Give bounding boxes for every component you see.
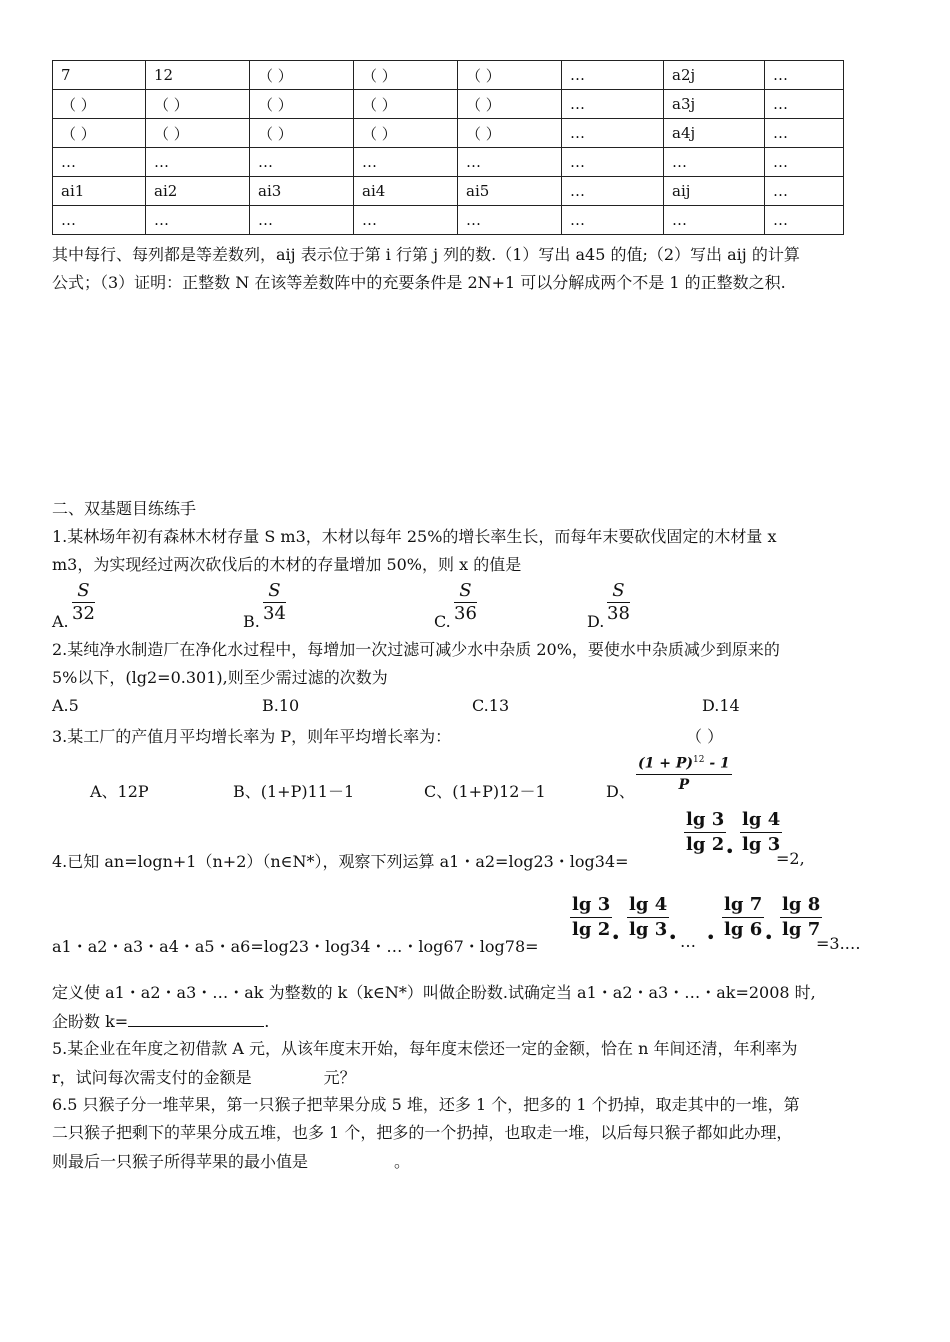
q4-multiply-dot: • [668, 928, 678, 947]
q4-fraction-1a-num: lg 3 [684, 808, 726, 833]
q4-fraction-2b-num: lg 4 [627, 893, 669, 918]
table-cell: ai2 [146, 177, 250, 206]
q4-line-4 [52, 1009, 269, 1032]
q3-option-d-num-tail: - 1 [704, 755, 730, 772]
q1-option-a-num: S [72, 580, 95, 603]
q4-fraction-1b-den: lg 3 [742, 834, 781, 855]
q4-fraction-2a-den: lg 2 [572, 919, 611, 940]
table-cell: aij [664, 177, 765, 206]
table-cell: … [562, 206, 664, 235]
q1-option-b-label: B. [243, 612, 260, 631]
q6-line-1: 6.5 只猴子分一堆苹果，第一只猴子把苹果分成 5 堆，还多 1 个，把多的 1 个扔掉，取走其中的一堆，第 [52, 1095, 800, 1114]
q4-fraction-1a-den: lg 2 [686, 834, 725, 855]
q4-fraction-2a [570, 893, 612, 942]
q5-line-2-end: 元？ [323, 1068, 356, 1087]
q5-line-2-text: r，试问每次需支付的金额是 [52, 1068, 252, 1087]
q2-option-b: B.10 [262, 696, 300, 715]
q3-option-d-fraction [636, 750, 732, 795]
table-cell: a3j [664, 90, 765, 119]
q4-line-4-end: . [264, 1012, 270, 1031]
table-cell: ai5 [458, 177, 562, 206]
table-cell: （ ） [250, 61, 354, 90]
table-cell: （ ） [458, 90, 562, 119]
q1-option-a-label: A. [52, 612, 69, 631]
table-row [53, 206, 844, 235]
q3-option-a: A、12P [90, 782, 149, 801]
table-cell: … [765, 119, 844, 148]
table-cell: … [146, 148, 250, 177]
table-cell: a4j [664, 119, 765, 148]
q3-option-d-denominator: P [678, 776, 690, 793]
q1-option-a-den: 32 [72, 603, 95, 624]
table-row [53, 119, 844, 148]
table-row [53, 61, 844, 90]
table-cell: … [354, 206, 458, 235]
table-cell: （ ） [354, 61, 458, 90]
table-cell: （ ） [458, 119, 562, 148]
q4-fraction-2d-num: lg 8 [780, 893, 822, 918]
table-cell: … [250, 148, 354, 177]
q3-option-d-exponent: 12 [693, 755, 705, 765]
q1-option-c-label: C. [434, 612, 451, 631]
q4-line-1-result: =2, [776, 849, 805, 868]
table-cell: … [458, 148, 562, 177]
q2-line-2: 5%以下，(lg2=0.301),则至少需过滤的次数为 [52, 668, 388, 687]
table-row [53, 148, 844, 177]
q3-option-d-numerator [636, 750, 732, 775]
table-cell: 7 [53, 61, 146, 90]
table-cell: … [664, 206, 765, 235]
q1-option-b-den: 34 [263, 603, 286, 624]
q5-line-2 [52, 1065, 356, 1088]
q4-fraction-2c-num: lg 7 [722, 893, 764, 918]
table-cell: … [765, 148, 844, 177]
q4-line-1: 4.已知 an=logn+1（n+2）（n∈N*），观察下列运算 a1・a2=log23・log34= [52, 852, 629, 871]
q1-option-b-num: S [263, 580, 286, 603]
q4-multiply-dot: • [611, 928, 621, 947]
q2-option-d: D.14 [702, 696, 740, 715]
q4-line-2-result: =3.… [816, 934, 861, 953]
table-cell: （ ） [146, 119, 250, 148]
table-cell: … [562, 90, 664, 119]
q1-option-d-num: S [607, 580, 630, 603]
intro-line-2: 公式；（3）证明：正整数 N 在该等差数阵中的充要条件是 2N+1 可以分解成两个不是 1 的正整数之积. [52, 273, 786, 292]
q3-stem: 3.某工厂的产值月平均增长率为 P，则年平均增长率为： [52, 727, 452, 746]
q4-fraction-2d-den: lg 7 [782, 919, 821, 940]
table-cell: … [562, 177, 664, 206]
table-cell: … [53, 206, 146, 235]
q4-line-4-text: 企盼数 k= [52, 1012, 129, 1031]
q1-option-a-fraction [72, 580, 95, 625]
table-cell: … [765, 177, 844, 206]
table-cell: 12 [146, 61, 250, 90]
q1-option-d-label: D. [587, 612, 605, 631]
table-cell: … [562, 61, 664, 90]
q4-multiply-dot: • [764, 928, 774, 947]
q4-line-2: a1・a2・a3・a4・a5・a6=log23・log34・…・log67・log78= [52, 937, 539, 956]
q1-option-c-den: 36 [454, 603, 477, 624]
table-cell: … [354, 148, 458, 177]
q4-fraction-1b-num: lg 4 [740, 808, 782, 833]
table-row [53, 177, 844, 206]
q4-fraction-2a-num: lg 3 [570, 893, 612, 918]
table-cell: （ ） [354, 119, 458, 148]
q4-fraction-2c [722, 893, 764, 942]
q1-line-2: m3，为实现经过两次砍伐后的木材的存量增加 50%，则 x 的值是 [52, 555, 522, 574]
q1-option-b-fraction [263, 580, 286, 625]
q1-option-c-num: S [454, 580, 477, 603]
table-cell: ai3 [250, 177, 354, 206]
q4-ellipsis: … [680, 932, 696, 951]
q1-line-1: 1.某林场年初有森林木材存量 S m3，木材以每年 25%的增长率生长，而每年末要砍伐固定的木材量 x [52, 527, 777, 546]
q4-fraction-1a [684, 808, 726, 857]
table-row [53, 90, 844, 119]
table-cell: … [765, 206, 844, 235]
table-cell: … [765, 90, 844, 119]
table-cell: … [664, 148, 765, 177]
q4-multiply-dot: • [706, 928, 716, 947]
q3-option-d-num-base: (1 + P) [638, 755, 693, 772]
section-title: 二、双基题目练练手 [52, 499, 197, 518]
q4-fraction-2b [627, 893, 669, 942]
q2-option-c: C.13 [472, 696, 510, 715]
table-cell: （ ） [146, 90, 250, 119]
q2-option-a: A.5 [52, 696, 79, 715]
q3-answer-paren: （ ） [686, 727, 724, 746]
table-cell: … [146, 206, 250, 235]
table-cell: （ ） [354, 90, 458, 119]
q5-line-1: 5.某企业在年度之初借款 A 元，从该年度末开始，每年度末偿还一定的金额，恰在 n 年间还清，年利率为 [52, 1039, 798, 1058]
table-cell: … [53, 148, 146, 177]
table-cell: a2j [664, 61, 765, 90]
table-cell: … [562, 148, 664, 177]
q6-line-3-text: 则最后一只猴子所得苹果的最小值是 [52, 1152, 309, 1171]
intro-line-1: 其中每行、每列都是等差数列，aij 表示位于第 i 行第 j 列的数.（1）写出 a45 的值;（2）写出 aij 的计算 [52, 245, 800, 264]
q4-multiply-dot: • [725, 842, 735, 861]
table-cell: （ ） [53, 90, 146, 119]
q6-line-2: 二只猴子把剩下的苹果分成五堆，也多 1 个，把多的一个扔掉，也取走一堆，以后每只猴子都如此办理， [52, 1123, 793, 1142]
q6-line-3 [52, 1149, 410, 1172]
q1-option-d-fraction [607, 580, 630, 625]
table-cell: （ ） [458, 61, 562, 90]
table-cell: ai4 [354, 177, 458, 206]
q4-fraction-2c-den: lg 6 [724, 919, 763, 940]
q4-answer-blank [128, 1010, 264, 1027]
table-cell: （ ） [53, 119, 146, 148]
table-cell: … [765, 61, 844, 90]
table-cell: … [458, 206, 562, 235]
table-cell: （ ） [250, 119, 354, 148]
q4-line-3: 定义使 a1・a2・a3・…・ak 为整数的 k（k∈N*）叫做企盼数.试确定当 a1・a2・a3・…・ak=2008 时, [52, 983, 816, 1002]
q3-option-d-label: D、 [606, 782, 635, 801]
q4-fraction-2b-den: lg 3 [629, 919, 668, 940]
q1-option-d-den: 38 [607, 603, 630, 624]
table-cell: … [562, 119, 664, 148]
q1-option-c-fraction [454, 580, 477, 625]
q3-option-b: B、(1+P)11－1 [233, 782, 355, 801]
arithmetic-grid-table [52, 60, 844, 235]
q2-line-1: 2.某纯净水制造厂在净化水过程中，每增加一次过滤可减少水中杂质 20%，要使水中杂质减少到原来的 [52, 640, 780, 659]
table-cell: （ ） [250, 90, 354, 119]
q6-line-3-end: 。 [394, 1152, 411, 1171]
q3-option-c: C、(1+P)12－1 [424, 782, 546, 801]
table-cell: ai1 [53, 177, 146, 206]
table-cell: … [250, 206, 354, 235]
